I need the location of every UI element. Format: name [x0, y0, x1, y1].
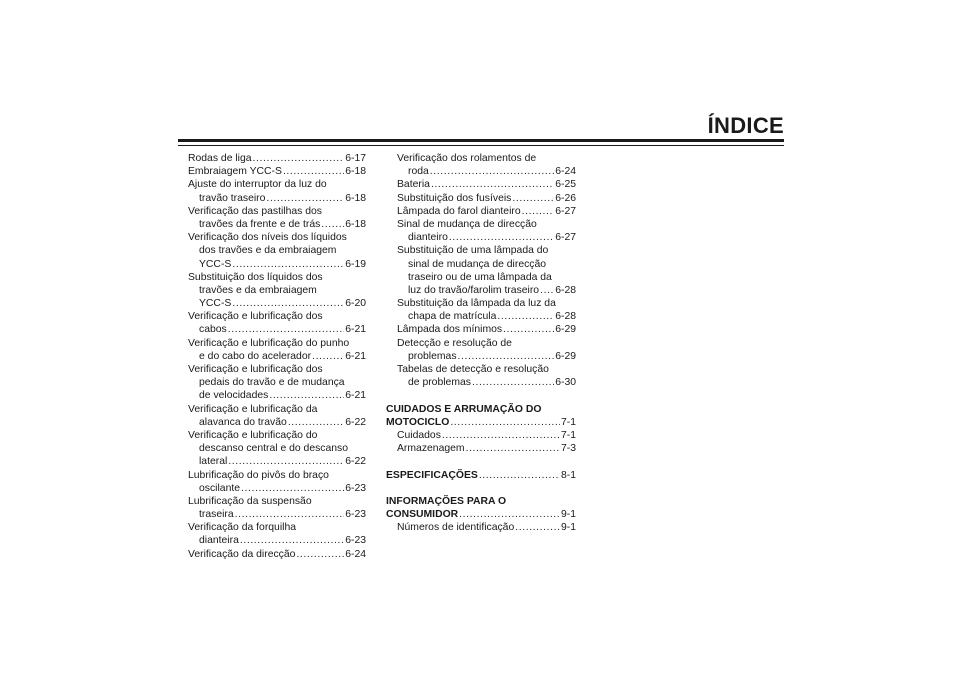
toc-entry-label: Verificação e lubrificação da — [188, 403, 318, 415]
toc-entry-label: CONSUMIDOR — [386, 509, 459, 521]
toc-page-number: 6-23 — [345, 509, 366, 521]
toc-entry-label: Verificação das pastilhas dos — [188, 205, 323, 217]
toc-entry-label: Verificação dos rolamentos de — [397, 153, 537, 164]
toc-page-number: 9-1 — [560, 522, 576, 534]
toc-entry-label: Verificação e lubrificação dos — [188, 364, 323, 375]
toc-page-number: 6-26 — [555, 192, 576, 204]
toc-entry[interactable] — [188, 389, 366, 402]
toc-leader-dots — [459, 508, 560, 521]
toc-entry-label: oscilante — [199, 482, 241, 494]
toc-entry[interactable] — [188, 350, 366, 363]
toc-entry-label: Verificação da direcção — [188, 548, 296, 560]
toc-entry[interactable] — [188, 258, 366, 271]
toc-entry[interactable] — [386, 310, 576, 323]
toc-entry[interactable] — [386, 192, 576, 205]
toc-entry-label: Verificação e lubrificação do punho — [188, 337, 350, 349]
toc-entry[interactable] — [188, 363, 366, 376]
toc-entry[interactable] — [188, 455, 366, 468]
toc-leader-dots — [288, 416, 344, 429]
toc-entry-label: alavanca do travão — [199, 416, 287, 428]
toc-entry-label: pedais do travão e de mudança — [199, 377, 345, 389]
toc-entry-label: Verificação da forquilha — [188, 522, 297, 534]
toc-entry-label: Tabelas de detecção e resolução — [397, 364, 549, 375]
toc-entry-label: Detecção e resolução de — [397, 337, 512, 349]
toc-leader-dots — [503, 323, 554, 336]
toc-entry-label: Sinal de mudança de direcção — [397, 218, 537, 230]
toc-leader-dots — [515, 521, 560, 534]
toc-entry[interactable] — [188, 548, 366, 561]
toc-left-column — [188, 152, 366, 561]
toc-entry[interactable] — [386, 469, 576, 482]
toc-entry[interactable] — [386, 403, 576, 416]
toc-page-number: 6-24 — [555, 166, 576, 178]
toc-entry[interactable] — [188, 429, 366, 442]
toc-entry[interactable] — [386, 350, 576, 363]
toc-entry-label: de problemas — [408, 377, 471, 389]
toc-entry-label: de velocidades — [199, 390, 269, 402]
toc-entry-label: Substituição da lâmpada da luz da — [397, 298, 556, 310]
toc-entry[interactable] — [386, 244, 576, 257]
toc-entry-label: Rodas de liga — [188, 153, 252, 164]
toc-entry[interactable] — [386, 271, 576, 284]
toc-page-number: 8-1 — [560, 469, 576, 481]
toc-entry[interactable] — [386, 363, 576, 376]
toc-leader-dots — [241, 482, 344, 495]
toc-entry-label: Substituição dos líquidos dos — [188, 271, 323, 283]
toc-leader-dots — [321, 218, 344, 231]
toc-entry[interactable] — [386, 323, 576, 336]
toc-entry[interactable] — [386, 152, 576, 165]
toc-entry[interactable] — [188, 508, 366, 521]
header-rule-thick — [178, 139, 784, 142]
toc-leader-dots — [431, 178, 554, 191]
toc-entry-label: Lubrificação da suspensão — [188, 495, 312, 507]
toc-leader-dots — [458, 350, 555, 363]
toc-entry[interactable] — [188, 297, 366, 310]
toc-page-number: 6-27 — [555, 232, 576, 244]
toc-entry[interactable] — [386, 508, 576, 521]
toc-gap — [386, 455, 576, 468]
toc-gap — [386, 389, 576, 402]
toc-entry[interactable] — [188, 337, 366, 350]
toc-entry-label: Lâmpada dos mínimos — [397, 324, 503, 336]
toc-page-number: 6-23 — [345, 482, 366, 494]
toc-entry-label: dos travões e da embraiagem — [199, 245, 337, 257]
toc-entry[interactable] — [188, 244, 366, 257]
toc-entry-label: CUIDADOS E ARRUMAÇÃO DO — [386, 403, 542, 415]
toc-entry-label: ESPECIFICAÇÕES — [386, 469, 478, 481]
toc-leader-dots — [296, 548, 344, 561]
toc-page-number: 6-25 — [555, 179, 576, 191]
toc-leader-dots — [430, 165, 554, 178]
toc-entry-label: Cuidados — [397, 429, 441, 441]
toc-page-number: 6-18 — [345, 218, 366, 230]
toc-leader-dots — [466, 442, 560, 455]
toc-entry-label: MOTOCICLO — [386, 416, 450, 428]
toc-entry-label: lateral — [199, 456, 228, 468]
toc-leader-dots — [228, 455, 344, 468]
toc-page-number: 6-22 — [345, 456, 366, 468]
toc-entry[interactable] — [188, 152, 366, 165]
toc-entry[interactable] — [188, 310, 366, 323]
toc-page-number: 6-24 — [345, 548, 366, 560]
toc-page-number: 6-27 — [555, 205, 576, 217]
toc-entry-label: travão traseiro — [199, 192, 266, 204]
toc-page-number: 6-17 — [345, 153, 366, 164]
toc-entry[interactable] — [188, 495, 366, 508]
toc-entry[interactable] — [386, 165, 576, 178]
toc-page-number: 7-1 — [560, 429, 576, 441]
toc-page-number: 6-18 — [345, 166, 366, 178]
toc-page-number: 6-20 — [345, 298, 366, 310]
toc-entry[interactable] — [188, 469, 366, 482]
toc-entry[interactable] — [188, 218, 366, 231]
toc-entry[interactable] — [188, 231, 366, 244]
toc-leader-dots — [283, 165, 344, 178]
toc-leader-dots — [522, 205, 555, 218]
toc-leader-dots — [235, 508, 345, 521]
toc-entry-label: dianteira — [199, 535, 239, 547]
toc-entry-label: traseiro ou de uma lâmpada da — [408, 271, 552, 283]
toc-page-number: 7-3 — [560, 443, 576, 455]
toc-entry[interactable] — [386, 495, 576, 508]
toc-entry-label: Embraiagem YCC-S — [188, 166, 282, 178]
toc-entry[interactable] — [188, 205, 366, 218]
toc-entry-label: Substituição dos fusíveis — [397, 192, 512, 204]
toc-entry-label: Ajuste do interruptor da luz do — [188, 179, 327, 191]
toc-gap — [386, 482, 576, 495]
toc-leader-dots — [232, 258, 344, 271]
toc-entry[interactable] — [386, 258, 576, 271]
toc-entry[interactable] — [386, 297, 576, 310]
toc-entry[interactable] — [188, 323, 366, 336]
toc-leader-dots — [540, 284, 554, 297]
toc-leader-dots — [479, 469, 560, 482]
toc-entry-label: descanso central e do descanso — [199, 443, 349, 455]
toc-entry[interactable] — [188, 442, 366, 455]
toc-leader-dots — [497, 310, 554, 323]
header-rule-thin — [178, 145, 784, 146]
toc-leader-dots — [228, 323, 344, 336]
toc-leader-dots — [232, 297, 344, 310]
toc-leader-dots — [269, 389, 344, 402]
toc-entry[interactable] — [188, 192, 366, 205]
toc-entry[interactable] — [386, 416, 576, 429]
toc-entry[interactable] — [188, 403, 366, 416]
toc-page-number: 6-28 — [555, 311, 576, 323]
toc-page-number: 6-19 — [345, 258, 366, 270]
toc-entry-label: Substituição de uma lâmpada do — [397, 245, 549, 257]
toc-leader-dots — [240, 534, 344, 547]
toc-entry-label: luz do travão/farolim traseiro — [408, 284, 540, 296]
toc-entry-label: roda — [408, 166, 429, 178]
toc-entry[interactable] — [386, 521, 576, 534]
toc-entry-label: traseira — [199, 509, 234, 521]
toc-entry[interactable] — [386, 337, 576, 350]
toc-entry-label: YCC-S — [199, 298, 232, 310]
toc-entry[interactable] — [188, 416, 366, 429]
toc-leader-dots — [442, 429, 560, 442]
toc-entry-label: travões da frente e de trás — [199, 218, 321, 230]
toc-entry-label: Lâmpada do farol dianteiro — [397, 205, 521, 217]
toc-entry-label: Verificação e lubrificação dos — [188, 311, 323, 323]
toc-entry-label: Armazenagem — [397, 443, 465, 455]
toc-leader-dots — [450, 416, 560, 429]
toc-leader-dots — [266, 192, 344, 205]
toc-entry-label: Lubrificação do pivôs do braço — [188, 469, 329, 481]
toc-page-number: 6-21 — [345, 390, 366, 402]
toc-entry-label: travões e da embraiagem — [199, 284, 317, 296]
toc-page-number: 7-1 — [560, 416, 576, 428]
toc-entry[interactable] — [386, 218, 576, 231]
toc-entry-label: YCC-S — [199, 258, 232, 270]
toc-page-number: 6-23 — [345, 535, 366, 547]
toc-entry[interactable] — [188, 482, 366, 495]
toc-entry-label: problemas — [408, 350, 457, 362]
toc-entry-label: e do cabo do acelerador — [199, 350, 312, 362]
toc-entry[interactable] — [386, 376, 576, 389]
toc-entry-label: Verificação dos níveis dos líquidos — [188, 232, 347, 244]
toc-entry-label: chapa de matrícula — [408, 311, 497, 323]
toc-page-number: 6-28 — [555, 284, 576, 296]
toc-entry[interactable] — [386, 231, 576, 244]
toc-entry[interactable] — [386, 284, 576, 297]
toc-entry-label: Números de identificação — [397, 522, 515, 534]
toc-entry-label: Bateria — [397, 179, 430, 191]
toc-page-number: 6-30 — [555, 377, 576, 389]
toc-page-number: 6-21 — [345, 324, 366, 336]
toc-leader-dots — [472, 376, 554, 389]
toc-entry[interactable] — [386, 429, 576, 442]
toc-page-number: 6-22 — [345, 416, 366, 428]
toc-page-number: 9-1 — [560, 509, 576, 521]
toc-page-number: 6-29 — [555, 324, 576, 336]
toc-entry-label: dianteiro — [408, 232, 448, 244]
toc-entry[interactable] — [386, 442, 576, 455]
page-title: ÍNDICE — [707, 113, 784, 138]
toc-entry[interactable] — [386, 178, 576, 191]
toc-page-number: 6-29 — [555, 350, 576, 362]
toc-entry-label: Verificação e lubrificação do — [188, 429, 318, 441]
toc-page-number: 6-18 — [345, 192, 366, 204]
toc-entry[interactable] — [188, 521, 366, 534]
toc-leader-dots — [253, 152, 345, 165]
toc-page-number: 6-21 — [345, 350, 366, 362]
toc-entry-label: INFORMAÇÕES PARA O — [386, 495, 507, 507]
toc-entry-label: cabos — [199, 324, 227, 336]
toc-leader-dots — [512, 192, 554, 205]
toc-entry[interactable] — [188, 271, 366, 284]
toc-right-column — [386, 152, 576, 534]
toc-entry[interactable] — [188, 376, 366, 389]
toc-entry-label: sinal de mudança de direcção — [408, 258, 547, 270]
toc-entry[interactable] — [188, 534, 366, 547]
toc-leader-dots — [312, 350, 344, 363]
toc-entry[interactable] — [188, 178, 366, 191]
toc-entry[interactable] — [188, 165, 366, 178]
toc-leader-dots — [449, 231, 554, 244]
toc-entry[interactable] — [188, 284, 366, 297]
toc-entry[interactable] — [386, 205, 576, 218]
